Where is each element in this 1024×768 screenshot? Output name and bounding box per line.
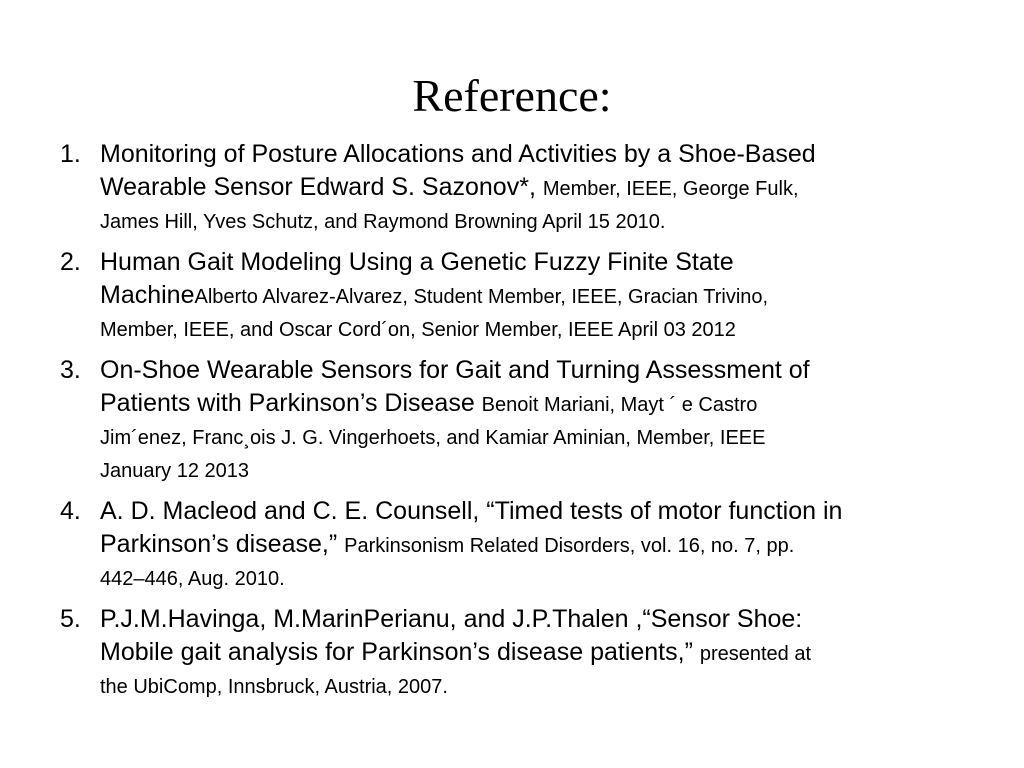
reference-list: [60, 138, 960, 711]
reference-number: 3.: [60, 356, 81, 384]
reference-author-text: James Hill, Yves Schutz, and Raymond Browning April 15 2010.: [100, 211, 666, 233]
reference-item: [60, 495, 960, 596]
reference-author-text: Member, IEEE, and Oscar Cord´on, Senior Member, IEEE April 03 2012: [100, 319, 736, 341]
reference-author-text: Member, IEEE, George Fulk,: [542, 178, 799, 200]
reference-number: 2.: [60, 248, 81, 276]
reference-author-text: Benoit Mariani, Mayt ´ e Castro: [481, 394, 758, 416]
reference-item: [60, 603, 960, 704]
reference-title-text: Machine: [100, 281, 195, 309]
reference-title-text: P.J.M.Havinga, M.MarinPerianu, and J.P.Thalen ,“Sensor Shoe:: [100, 605, 803, 633]
reference-title-text: A. D. Macleod and C. E. Counsell, “Timed tests of motor function in: [100, 497, 843, 525]
reference-source-text: the UbiComp, Innsbruck, Austria, 2007.: [100, 676, 448, 698]
slide-title: Reference:: [412, 70, 612, 121]
reference-number: 4.: [60, 497, 81, 525]
reference-text: [100, 246, 960, 347]
reference-item: [60, 354, 960, 488]
reference-title-text: Monitoring of Posture Allocations and Activities by a Shoe-Based: [100, 140, 816, 168]
reference-text: [100, 138, 960, 239]
reference-title-text: Human Gait Modeling Using a Genetic Fuzzy Finite State: [100, 248, 734, 276]
reference-title-text: Wearable Sensor Edward S. Sazonov*,: [100, 173, 543, 201]
reference-author-text: Jim´enez, Franc¸ois J. G. Vingerhoets, and Kamiar Aminian, Member, IEEE: [100, 427, 766, 449]
reference-title-text: Parkinson’s disease,”: [100, 530, 345, 558]
reference-title-text: Mobile gait analysis for Parkinson’s disease patients,”: [100, 638, 700, 666]
reference-author-text: Alberto Alvarez-Alvarez, Student Member, IEEE, Gracian Trivino,: [194, 286, 769, 308]
reference-item: [60, 246, 960, 347]
reference-text: [100, 603, 960, 704]
reference-source-text: Parkinsonism Related Disorders, vol. 16, no. 7, pp.: [344, 535, 795, 557]
reference-date-text: January 12 2013: [100, 460, 250, 482]
reference-source-text: 442–446, Aug. 2010.: [100, 568, 285, 590]
reference-source-text: presented at: [699, 643, 812, 665]
reference-number: 5.: [60, 605, 81, 633]
reference-text: [100, 495, 960, 596]
reference-item: [60, 138, 960, 239]
reference-title-text: On-Shoe Wearable Sensors for Gait and Turning Assessment of: [100, 356, 810, 384]
reference-number: 1.: [60, 140, 81, 168]
reference-title-text: Patients with Parkinson’s Disease: [100, 389, 482, 417]
reference-text: [100, 354, 960, 488]
